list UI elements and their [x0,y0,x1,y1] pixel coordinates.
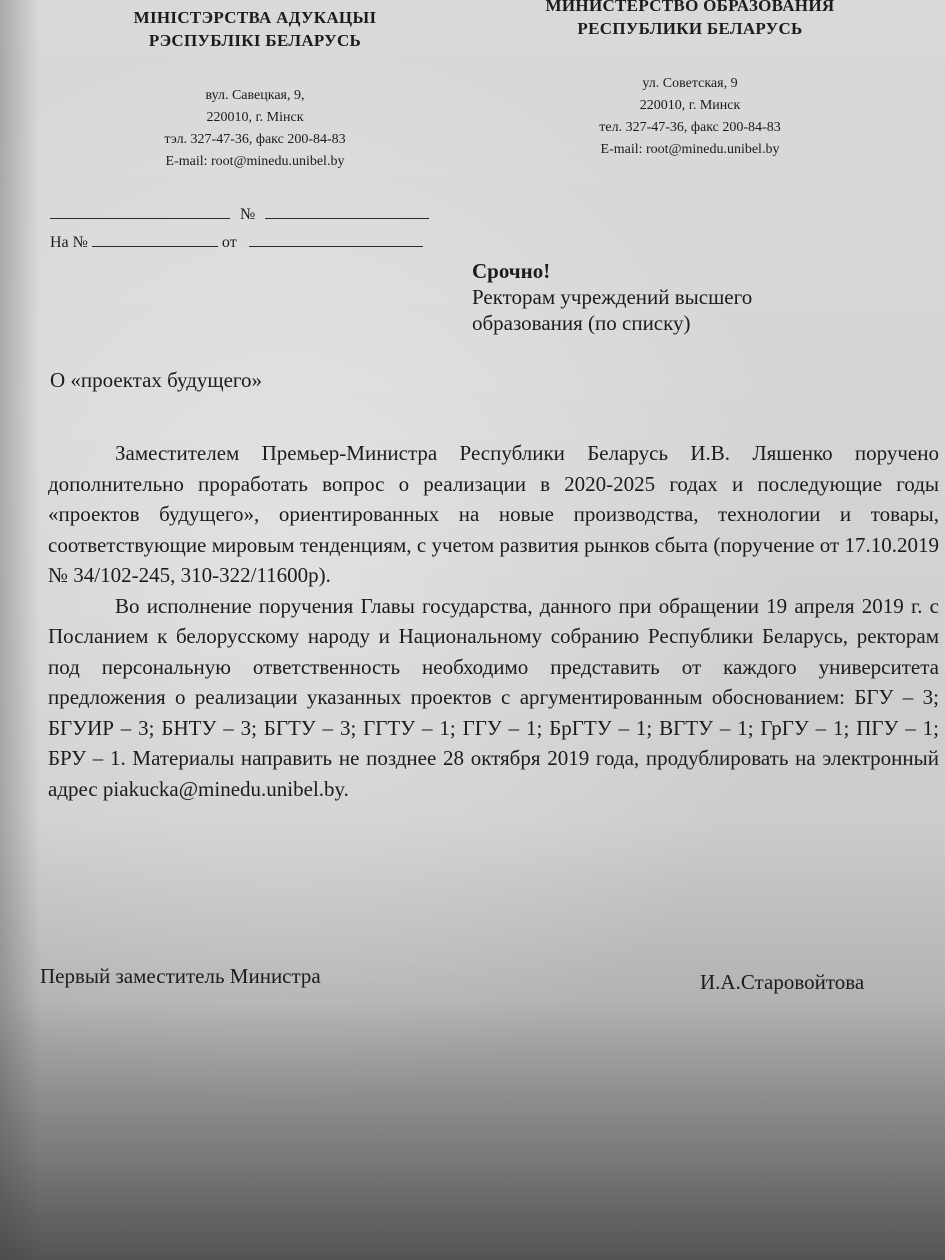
page-shadow-left [0,0,40,1260]
phone-fax: тел. 327-47-36, факс 200-84-83 [599,120,781,135]
body-paragraph-2: Во исполнение поручения Главы государства, данного при обращении 19 апреля 2019 г. с Посланием к белорусскому народу и Национальному собранию Республики Беларусь, ректорам под персональную ответственность необходимо представить от каждого университета предложения о реализации указанных проектов с аргументированным обоснованием: БГУ – 3; БГУИР – 3; БНТУ – 3; БГТУ – 3; ГГТУ – 1; ГГУ – 1; БрГТУ – 1; ВГТУ – 1; ГрГУ – 1; ПГУ – 1; БРУ – 1. Материалы направить не позднее 28 октября 2019 года, продублировать на электронный адрес piakucka@minedu.unibel.by. [48,593,939,801]
addressee-line1: Ректорам учреждений высшего [472,285,753,309]
signatory-role: Первый заместитель Министра [40,964,321,988]
letterhead-russian [530,0,850,161]
page-shadow-bottom [0,1000,945,1260]
street-address: ул. Советская, 9 [642,76,738,91]
reference-line [50,232,423,252]
email: E-mail: root@minedu.unibel.by [600,142,780,157]
urgent-mark: Срочно! [472,259,551,283]
phone-fax: тэл. 327-47-36, факс 200-84-83 [164,132,346,147]
email: E-mail: root@minedu.unibel.by [165,154,345,169]
ref-date-blank [249,232,423,247]
letterhead-belarusian [100,6,410,173]
date-blank [50,204,230,219]
number-label: № [240,206,256,223]
letter-subject: О «проектах будущего» [50,368,262,392]
org-name-line1: МИНИСТЕРСТВО ОБРАЗОВАНИЯ [545,0,835,15]
ref-number-blank [92,232,218,247]
addressee-line2: образования (по списку) [472,311,691,335]
number-blank [265,204,429,219]
org-name-line1: МІНІСТЭРСТВА АДУКАЦЫІ [133,8,377,27]
from-label: от [221,234,237,251]
ref-label: На № [50,234,88,251]
org-name-line2: РЕСПУБЛИКИ БЕЛАРУСЬ [577,19,803,38]
signatory-name: И.А.Старовойтова [700,970,865,994]
street-address: вул. Савецкая, 9, [205,88,305,103]
city-address: 220010, г. Минск [639,98,741,113]
org-name-line2: РЭСПУБЛІКІ БЕЛАРУСЬ [148,31,362,50]
letter-body [48,438,939,804]
outgoing-number-line [50,204,429,224]
city-address: 220010, г. Мінск [206,110,304,125]
body-paragraph-1: Заместителем Премьер-Министра Республики Беларусь И.В. Ляшенко поручено дополнительно проработать вопрос о реализации в 2020-2025 годах и последующие годы «проектов будущего», ориентированных на новые производства, технологии и товары, соответствующие мировым тенденциям, с учетом развития рынков сбыта (поручение от 17.10.2019 № 34/102-245, 310-322/11600р). [48,441,939,587]
addressee-block [472,258,912,336]
